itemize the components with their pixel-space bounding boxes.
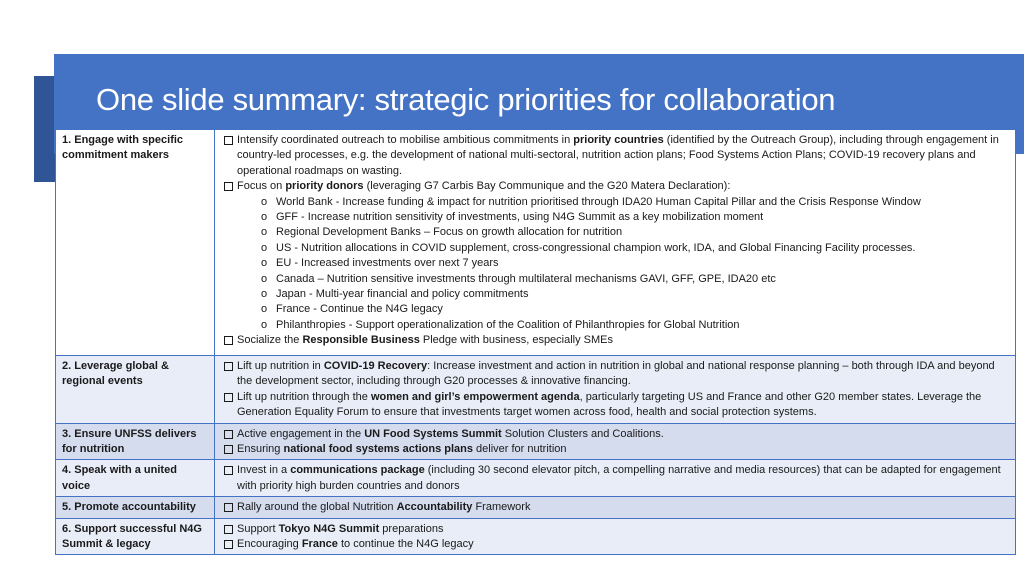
sub-item: o Philanthropies - Support operationalization of the Coalition of Philanthropies for Global Nutrition: [223, 318, 1009, 333]
table-row: [56, 423, 1016, 460]
bullet-item: Lift up nutrition in COVID-19 Recovery: Increase investment and action in nutrition in global and national response planning – both through IDA and beyond the development sector, including through G20 processes & innovative financing.: [223, 359, 1009, 390]
slide-title: One slide summary: strategic priorities for collaboration: [96, 82, 836, 117]
side-accent-tab: [34, 76, 56, 182]
bullet-item: Focus on priority donors (leveraging G7 Carbis Bay Communique and the G20 Matera Declaration):: [223, 179, 1009, 194]
row-label: 6. Support successful N4G Summit & legacy: [56, 518, 215, 555]
bullet-item: Rally around the global Nutrition Accountability Framework: [223, 500, 1009, 515]
bullet-item: Invest in a communications package (including 30 second elevator pitch, a compelling narrative and media resources) that can be adapted for engagement with priority high burden countries and donors: [223, 463, 1009, 494]
sub-item: o Canada – Nutrition sensitive investments through multilateral mechanisms GAVI, GFF, GPE, IDA20 etc: [223, 272, 1009, 287]
table-row: [56, 356, 1016, 424]
sub-item: o GFF - Increase nutrition sensitivity of investments, using N4G Summit as a key mobilization moment: [223, 210, 1009, 225]
priorities-table: [55, 129, 1016, 555]
bullet-item: Intensify coordinated outreach to mobilise ambitious commitments in priority countries (identified by the Outreach Group), including through engagement in country-led processes, e.g. the development of national multi-sectoral, nutrition action plans; Food Systems Action Plans; COVID-19 recovery plans and operational roadmaps on wasting.: [223, 133, 1009, 179]
bullet-item: Support Tokyo N4G Summit preparations: [223, 522, 1009, 537]
table-row: [56, 518, 1016, 555]
bullet-item: Ensuring national food systems actions plans deliver for nutrition: [223, 442, 1009, 457]
sub-item: o Regional Development Banks – Focus on growth allocation for nutrition: [223, 225, 1009, 240]
sub-item: o Japan - Multi-year financial and policy commitments: [223, 287, 1009, 302]
bullet-item: Socialize the Responsible Business Pledge with business, especially SMEs: [223, 333, 1009, 348]
bullet-item: Lift up nutrition through the women and girl’s empowerment agenda, particularly targeting US and France and other G20 member states. Leverage the Generation Equality Forum to ensure that investments target women across food, health and social protection systems.: [223, 390, 1009, 421]
sub-item: o France - Continue the N4G legacy: [223, 302, 1009, 317]
table-row: [56, 130, 1016, 356]
sub-item: o US - Nutrition allocations in COVID supplement, cross-congressional champion work, IDA, and Global Financing Facility processes.: [223, 241, 1009, 256]
table-row: [56, 460, 1016, 497]
row-content: [215, 130, 1016, 356]
row-content: [215, 518, 1016, 555]
bullet-item: Encouraging France to continue the N4G legacy: [223, 537, 1009, 552]
row-label: 5. Promote accountability: [56, 497, 215, 518]
row-label: 1. Engage with specific commitment makers: [56, 130, 215, 356]
row-content: [215, 423, 1016, 460]
row-content: [215, 497, 1016, 518]
bullet-item: Active engagement in the UN Food Systems Summit Solution Clusters and Coalitions.: [223, 427, 1009, 442]
table-row: [56, 497, 1016, 518]
row-content: [215, 460, 1016, 497]
row-label: 2. Leverage global & regional events: [56, 356, 215, 424]
row-content: [215, 356, 1016, 424]
sub-item: o World Bank - Increase funding & impact for nutrition prioritised through IDA20 Human Capital Pillar and the Crisis Response Window: [223, 195, 1009, 210]
sub-item: o EU - Increased investments over next 7 years: [223, 256, 1009, 271]
row-label: 4. Speak with a united voice: [56, 460, 215, 497]
row-label: 3. Ensure UNFSS delivers for nutrition: [56, 423, 215, 460]
